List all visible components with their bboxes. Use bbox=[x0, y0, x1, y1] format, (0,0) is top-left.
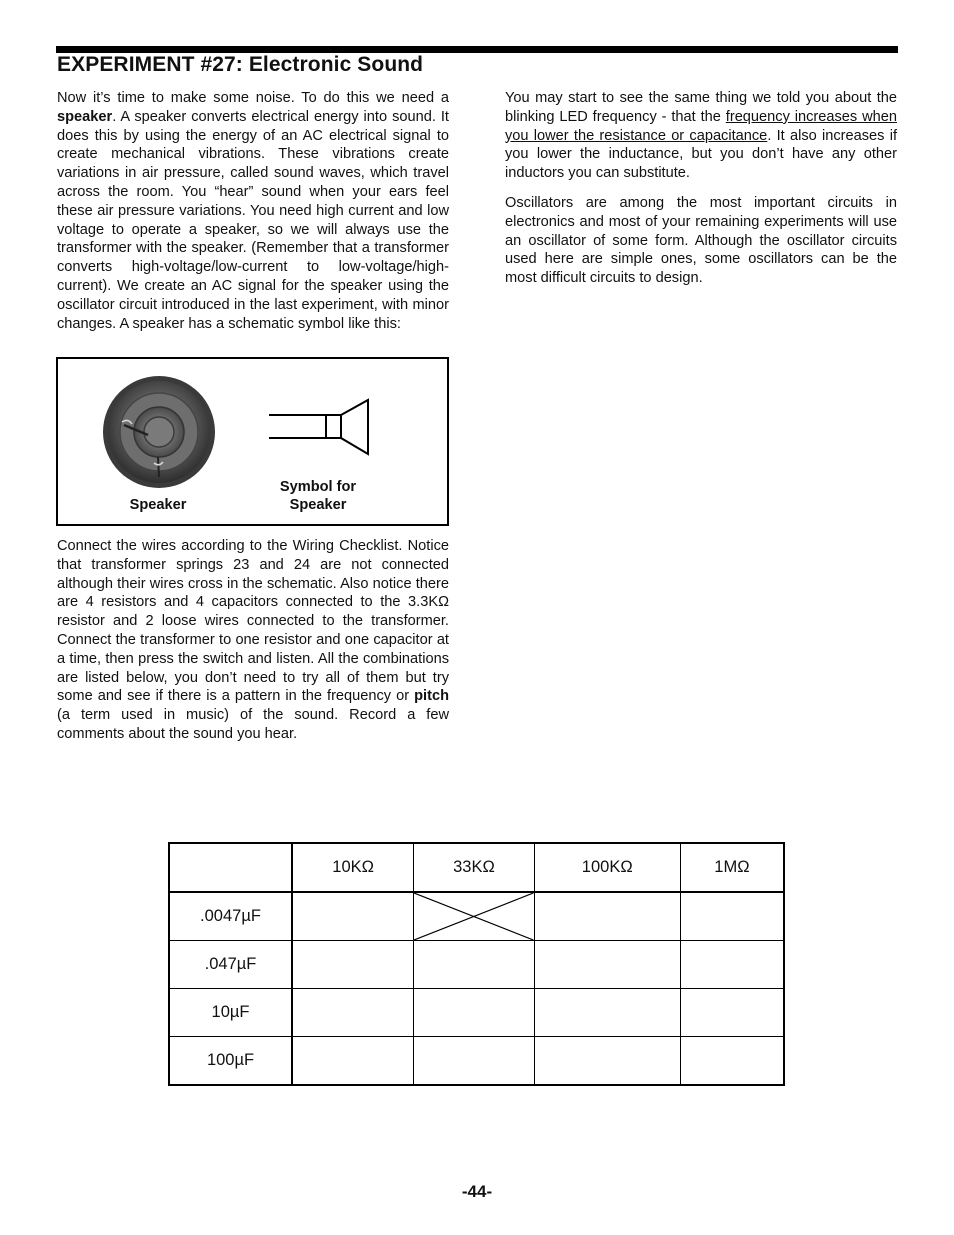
table-row bbox=[169, 1037, 784, 1086]
header-cell: 33KΩ bbox=[414, 843, 534, 892]
comment-cell[interactable] bbox=[292, 892, 414, 941]
comment-cell[interactable] bbox=[534, 941, 680, 989]
comment-cell[interactable] bbox=[680, 941, 784, 989]
right-frequency-paragraph: You may start to see the same thing we told you about the blinking LED frequency - that the frequency increases when you lower the resistance or capacitance. It also increases if you lower the inductance, but you don’t have any other inductors you can substitute. bbox=[505, 90, 897, 182]
comment-cell[interactable] bbox=[414, 1037, 534, 1086]
comment-cell[interactable] bbox=[680, 1037, 784, 1086]
table-row bbox=[169, 989, 784, 1037]
header-cell: 100KΩ bbox=[534, 843, 680, 892]
table-header-row bbox=[169, 843, 784, 892]
table-row bbox=[169, 941, 784, 989]
row-label: 10µF bbox=[169, 989, 292, 1037]
crossed-out-cell bbox=[414, 892, 534, 941]
comment-cell[interactable] bbox=[534, 989, 680, 1037]
table-corner-cell bbox=[169, 843, 292, 892]
right-oscillator-paragraph: Oscillators are among the most important circuits in electronics and most of your remaining experiments will use an oscillator of some form. Although the oscillator circuits used here are simple ones, some oscillators can be the most difficult circuits to design. bbox=[505, 194, 897, 287]
symbol-caption: Symbol for Speaker bbox=[279, 479, 357, 513]
speaker-photo-icon bbox=[103, 376, 215, 488]
speaker-symbol-icon bbox=[269, 400, 368, 454]
comment-cell[interactable] bbox=[680, 989, 784, 1037]
left-wiring-paragraph: Connect the wires according to the Wiring Checklist. Notice that transformer springs 23 and 24 are not connected although their wires cross in the schematic. Also notice there are 4 resistors and 4 capacitors connected to the 3.3KΩ resistor and 2 loose wires connected to the transformer. Connect the transformer to one resistor and one capacitor at a time, then press the switch and listen. All the combinations are listed below, you don’t need to try all of them but try some and see if there is a pattern in the frequency or pitch (a term used in music) of the sound. Record a few comments about the sound you hear. bbox=[57, 538, 449, 742]
speaker-illustration bbox=[58, 359, 447, 524]
comment-cell[interactable] bbox=[292, 989, 414, 1037]
comment-cell[interactable] bbox=[414, 941, 534, 989]
table-row bbox=[169, 892, 784, 941]
comment-cell[interactable] bbox=[414, 989, 534, 1037]
header-cell: 10KΩ bbox=[292, 843, 414, 892]
right-column bbox=[505, 89, 897, 288]
page-title: EXPERIMENT #27: Electronic Sound bbox=[57, 53, 424, 76]
row-label: .047µF bbox=[169, 941, 292, 989]
comment-cell[interactable] bbox=[292, 941, 414, 989]
comment-cell[interactable] bbox=[680, 892, 784, 941]
left-intro-paragraph: Now it’s time to make some noise. To do this we need a speaker. A speaker converts electrical energy into sound. It does this by using the energy of an AC electrical signal to create mechanical vibrations. These vibrations create variations in air pressure, called sound waves, which travel across the room. You “hear” sound when your ears feel these air pressure variations. You need high current and low voltage to operate a speaker, so we will always use the transformer with the speaker. (Remember that a transformer converts high-voltage/low-current to low-voltage/high-current). We create an AC signal for the speaker using the oscillator circuit introduced in the last experiment, with minor changes. A speaker has a schematic symbol like this: bbox=[57, 90, 449, 332]
comment-cell[interactable] bbox=[534, 892, 680, 941]
row-label: .0047µF bbox=[169, 892, 292, 941]
speaker-caption: Speaker bbox=[129, 497, 187, 513]
page-number: -44- bbox=[461, 1182, 493, 1201]
title-rule bbox=[56, 46, 898, 53]
row-label: 100µF bbox=[169, 1037, 292, 1086]
resistor-capacitor-table bbox=[168, 842, 785, 1086]
speaker-figure bbox=[56, 357, 449, 526]
header-cell: 1MΩ bbox=[680, 843, 784, 892]
cross-mark-icon bbox=[414, 893, 533, 940]
comment-cell[interactable] bbox=[534, 1037, 680, 1086]
comment-cell[interactable] bbox=[292, 1037, 414, 1086]
